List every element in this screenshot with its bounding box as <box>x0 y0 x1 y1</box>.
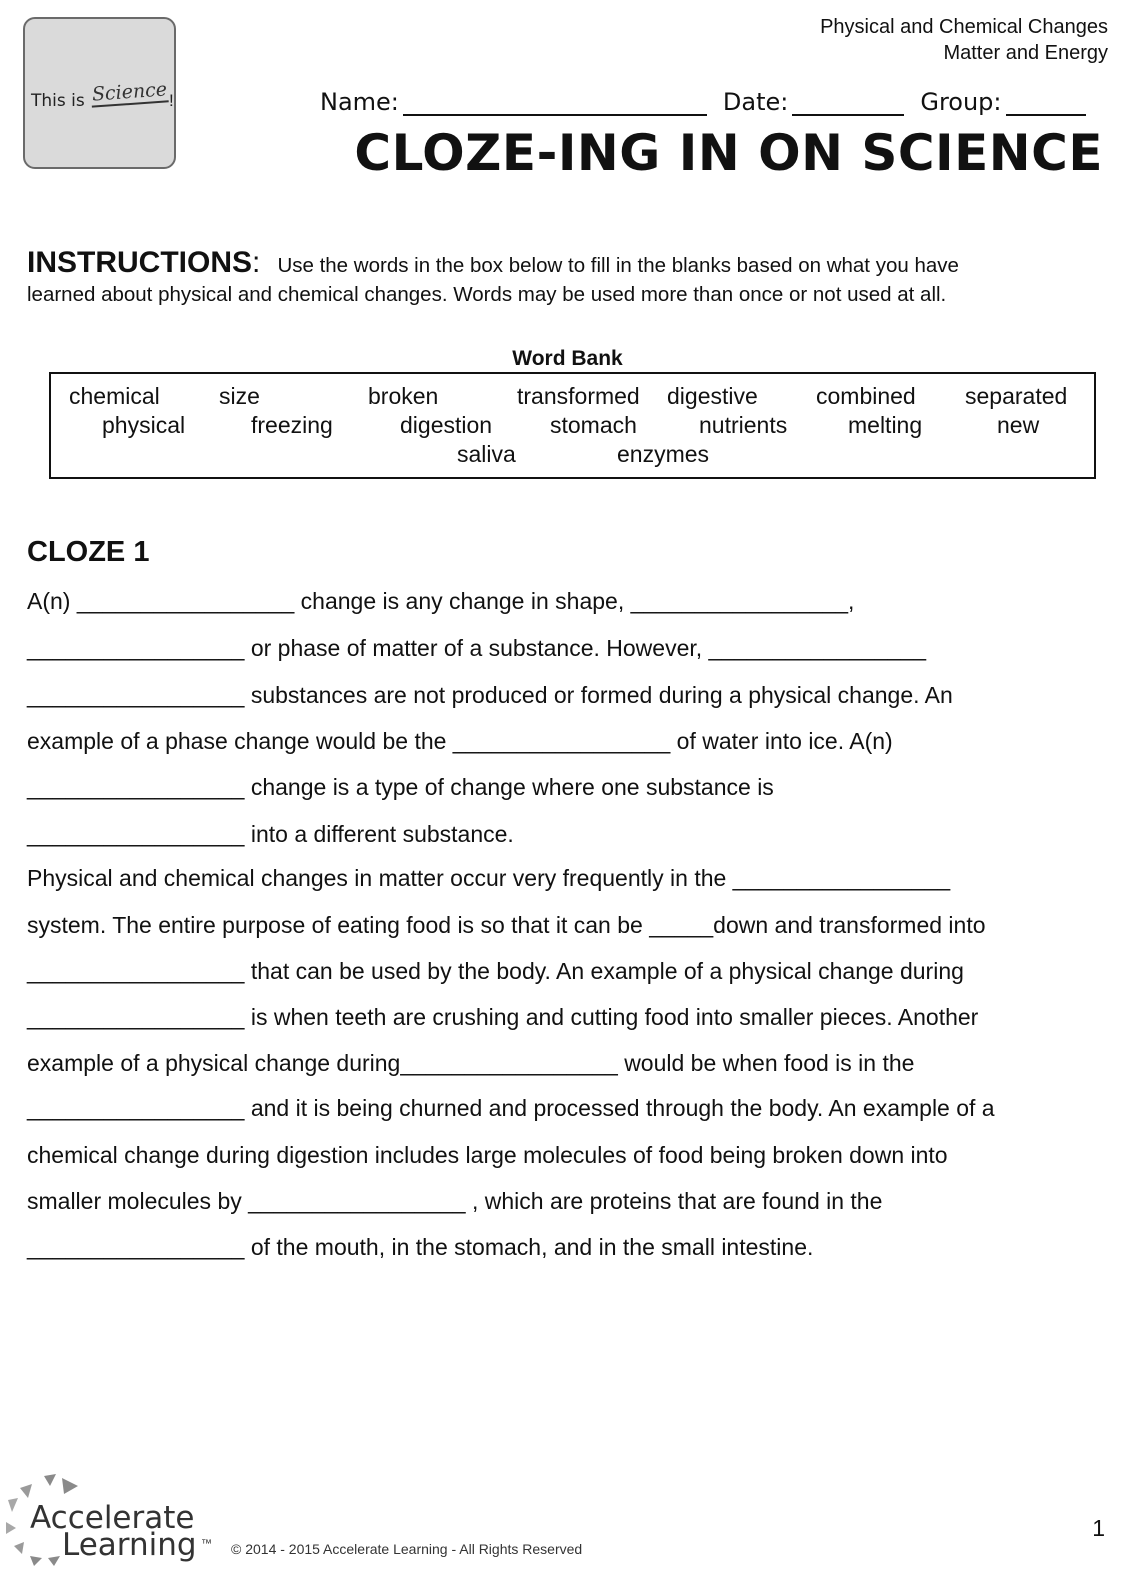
cloze-line: Physical and chemical changes in matter occur very frequently in the _________________ <box>27 865 951 891</box>
cloze-line: _________________ change is a type of change where one substance is <box>27 774 774 800</box>
word-bank-word: nutrients <box>699 412 788 438</box>
cloze-line: _________________ that can be used by the body. An example of a physical change during <box>27 958 964 984</box>
word-bank-word: separated <box>965 383 1068 409</box>
cloze-line: _________________ substances are not produced or formed during a physical change. An <box>27 682 953 708</box>
logo-science-word: Science <box>90 78 169 107</box>
instructions-colon: : <box>252 246 261 279</box>
word-bank-word: physical <box>102 412 186 438</box>
word-bank-word: freezing <box>251 412 333 438</box>
word-bank-word: broken <box>368 383 439 409</box>
word-bank-word: transformed <box>517 383 640 409</box>
trademark: ™ <box>201 1538 212 1550</box>
worksheet-title: CLOZE-ING IN ON SCIENCE <box>354 124 1103 182</box>
word-bank-word: digestive <box>667 383 758 409</box>
topic-header <box>820 14 1108 66</box>
instructions-text-2: learned about physical and chemical changes. Words may be used more than once or not used at all. <box>27 283 947 306</box>
student-info-fields <box>320 88 1086 122</box>
cloze-line: example of a phase change would be the _________________ of water into ice. A(n) <box>27 728 893 754</box>
cloze-line: _________________ of the mouth, in the stomach, and in the small intestine. <box>27 1234 814 1260</box>
copyright: © 2014 - 2015 Accelerate Learning - All Rights Reserved <box>231 1541 583 1557</box>
instructions-text-1: Use the words in the box below to fill in the blanks based on what you have <box>277 254 959 277</box>
topic-line-1: Physical and Chemical Changes <box>820 16 1108 38</box>
word-bank-word: enzymes <box>617 441 710 467</box>
name-field[interactable] <box>403 94 707 116</box>
brand-name-line-1: Accelerate <box>30 1500 195 1536</box>
date-label: Date: <box>722 88 789 116</box>
accelerate-learning-logo <box>2 1470 232 1570</box>
cloze-line: A(n) _________________ change is any change in shape, _________________, <box>27 588 855 614</box>
cloze-line: _________________ or phase of matter of a substance. However, _________________ <box>27 635 926 661</box>
logo-suffix: ! <box>169 91 174 110</box>
word-bank-word: stomach <box>550 412 637 438</box>
group-label: Group: <box>920 88 1002 116</box>
name-label: Name: <box>320 88 399 116</box>
word-bank-box <box>49 372 1096 479</box>
word-bank-word: melting <box>848 412 923 438</box>
group-field[interactable] <box>1006 94 1086 116</box>
cloze-line: smaller molecules by _________________ , which are proteins that are found in the <box>27 1188 883 1214</box>
word-bank-word: new <box>997 412 1040 438</box>
word-bank-title: Word Bank <box>512 347 623 370</box>
date-field[interactable] <box>792 94 904 116</box>
logo-prefix: This is <box>31 91 85 111</box>
page-number: 1 <box>1092 1515 1105 1541</box>
instructions <box>27 248 1087 309</box>
cloze-line: chemical change during digestion includes large molecules of food being broken down into <box>27 1142 948 1168</box>
cloze-heading: CLOZE 1 <box>27 536 150 568</box>
word-bank-word: size <box>219 383 260 409</box>
cloze-line: system. The entire purpose of eating food is so that it can be _____down and transformed into <box>27 912 986 938</box>
cloze-line: _________________ and it is being churned and processed through the body. An example of a <box>27 1095 995 1121</box>
word-bank-word: chemical <box>69 383 160 409</box>
brand-name-line-2: Learning <box>62 1527 197 1563</box>
word-bank-word: combined <box>816 383 916 409</box>
instructions-label: INSTRUCTIONS <box>27 246 252 279</box>
topic-line-2: Matter and Energy <box>943 42 1108 64</box>
cloze-line: example of a physical change during_________________ would be when food is in the <box>27 1050 915 1076</box>
word-bank-word: digestion <box>400 412 493 438</box>
this-is-science-logo <box>23 17 176 169</box>
cloze-line: _________________ into a different substance. <box>27 821 514 847</box>
cloze-line: _________________ is when teeth are crushing and cutting food into smaller pieces. Another <box>27 1004 979 1030</box>
word-bank-word: saliva <box>457 441 516 467</box>
